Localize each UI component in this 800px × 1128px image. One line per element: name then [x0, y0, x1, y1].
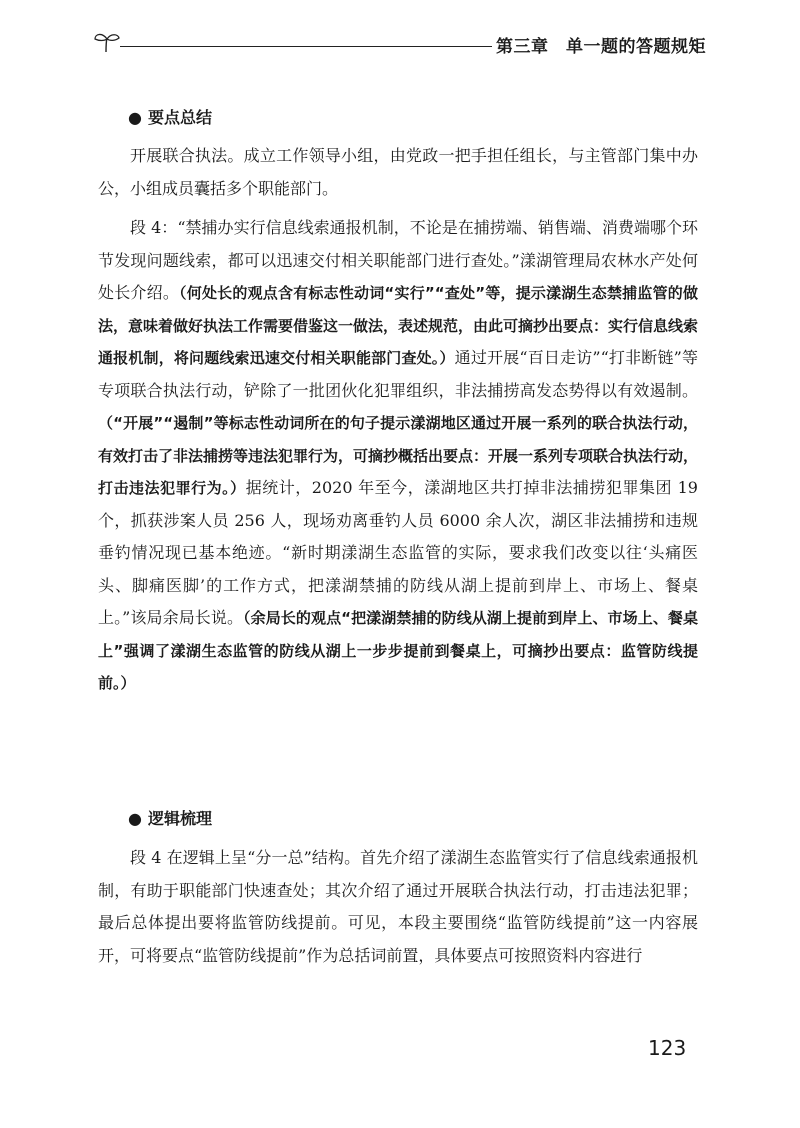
- analysis-note: （何处长的观点含有标志性动词“实行”“查处”等，提示漾湖生态禁捕监管的做法，意味着做好执法工作需要借鉴这一做法，表述规范，由此可摘抄出要点：实行信息线索通报机制，将问题线索迅速交付相关职能部门查处。）: [98, 284, 699, 367]
- bullet-icon: ●: [128, 108, 142, 127]
- summary-paragraph: 开展联合执法。成立工作领导小组，由党政一把手担任组长，与主管部门集中办公，小组成员囊括多个职能部门。: [98, 146, 698, 198]
- header-rule: [120, 46, 492, 47]
- source-text: 据统计，2020 年至今，漾湖地区共打掉非法捕捞犯罪集团 19 个，抓获涉案人员 256 人，现场劝离垂钓人员 6000 余人次，湖区非法捕捞和违规垂钓情况现已基本绝迹。“新时期漾湖生态监管的实际，要求我们改变以往‘头痛医头、脚痛医脚’的工作方式，把漾湖禁捕的防线从湖上提前到岸上、市场上、餐桌上。”该局余局长说。: [98, 478, 698, 627]
- sprout-icon: [92, 30, 122, 54]
- logic-heading-text: 逻辑梳理: [147, 809, 212, 828]
- section-heading-logic: [128, 806, 212, 829]
- chapter-title: 第三章 单一题的答题规矩: [496, 37, 706, 57]
- page-number: 123: [648, 1036, 687, 1060]
- analysis-note: （余局长的观点“把漾湖禁捕的防线从湖上提前到岸上、市场上、餐桌上”强调了漾湖生态监管的防线从湖上一步步提前到餐桌上，可摘抄出要点：监管防线提前。）: [98, 609, 698, 692]
- summary-heading-text: 要点总结: [147, 108, 212, 127]
- bullet-icon: ●: [128, 809, 142, 828]
- analysis-note: （“开展”“遏制”等标志性动词所在的句子提示漾湖地区通过开展一系列的联合执法行动，有效打击了非法捕捞等违法犯罪行为，可摘抄概括出要点：开展一系列专项联合执法行动，打击违法犯罪行为。）: [98, 414, 699, 497]
- running-header: [92, 28, 704, 60]
- section-heading-summary: [128, 105, 212, 128]
- paragraph-4: [98, 212, 698, 700]
- source-text: 段 4：“禁捕办实行信息线索通报机制，不论是在捕捞端、销售端、消费端哪个环节发现问题线索，都可以迅速交付相关职能部门进行查处。”漾湖管理局农林水产处何处长介绍。: [98, 218, 698, 302]
- source-text: 通过开展“百日走访”“打非断链”等专项联合执法行动，铲除了一批团伙化犯罪组织，非法捕捞高发态势得以有效遏制。: [98, 348, 698, 400]
- logic-paragraph: 段 4 在逻辑上呈“分一总”结构。首先介绍了漾湖生态监管实行了信息线索通报机制，有助于职能部门快速查处；其次介绍了通过开展联合执法行动，打击违法犯罪；最后总体提出要将监管防线提前。可见，本段主要围绕“监管防线提前”这一内容展开，可将要点“监管防线提前”作为总括词前置，具体要点可按照资料内容进行: [98, 848, 698, 965]
